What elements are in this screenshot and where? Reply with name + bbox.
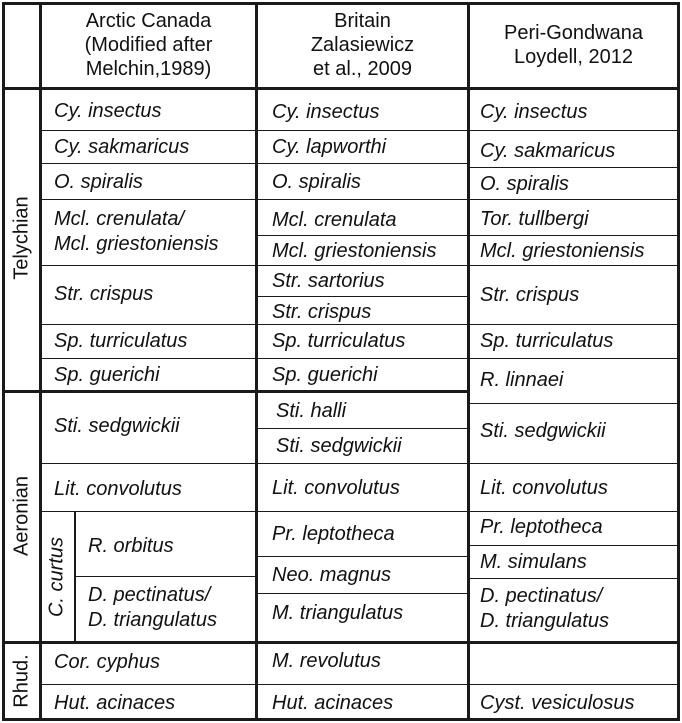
frame-right xyxy=(677,2,680,721)
zone-arctic-sp-guerichi: Sp. guerichi xyxy=(54,364,160,386)
zone-gondwana-pr-leptotheca: Pr. leptotheca xyxy=(480,516,603,538)
header-britain xyxy=(258,9,467,81)
header-gondwana-line-1: Peri-Gondwana xyxy=(504,22,643,44)
rule-gondwana xyxy=(469,324,679,325)
rule-gondwana xyxy=(469,167,679,168)
rule-arctic xyxy=(41,163,256,164)
rule-gondwana xyxy=(469,403,679,404)
rule-britain xyxy=(257,235,468,236)
rule-aeronian-rhuddanian xyxy=(2,641,680,644)
zone-arctic-sp-turriculatus: Sp. turriculatus xyxy=(54,330,188,352)
header-britain-line-3: et al., 2009 xyxy=(313,58,412,80)
rule-britain xyxy=(257,163,468,164)
rule-telychian-aeronian xyxy=(2,390,470,393)
zone-arctic-d-triangulatus: D. triangulatus xyxy=(88,609,217,631)
zone-gondwana-cyst-vesiculosus: Cyst. vesiculosus xyxy=(480,692,635,714)
rule-gondwana xyxy=(469,265,679,266)
rule-britain xyxy=(257,130,468,131)
zone-britain-lit-convolutus: Lit. convolutus xyxy=(272,477,400,499)
zone-gondwana-tor-tullbergi: Tor. tullbergi xyxy=(480,208,589,230)
rule-britain xyxy=(257,428,468,429)
divider-stage xyxy=(39,2,42,721)
header-britain-line-1: Britain xyxy=(334,10,391,32)
zone-britain-hut-acinaces: Hut. acinaces xyxy=(272,692,394,714)
rule-britain xyxy=(257,324,468,325)
rule-header xyxy=(2,87,680,90)
zone-britain-o-spiralis: O. spiralis xyxy=(272,171,361,193)
zone-britain-sp-guerichi: Sp. guerichi xyxy=(272,364,378,386)
rule-arctic xyxy=(41,324,256,325)
zone-arctic-cy-insectus: Cy. insectus xyxy=(54,100,162,122)
header-arctic-line-3: Melchin,1989) xyxy=(85,58,212,80)
rule-gondwana xyxy=(469,578,679,579)
zone-britain-pr-leptotheca: Pr. leptotheca xyxy=(272,523,395,545)
rule-gondwana xyxy=(469,358,679,359)
zone-arctic-o-spiralis: O. spiralis xyxy=(54,171,143,193)
rule-gondwana xyxy=(469,130,679,131)
rule-arctic xyxy=(41,684,256,685)
header-britain-line-2: Zalasiewicz xyxy=(310,34,415,56)
header-arctic-line-1: Arctic Canada xyxy=(85,10,212,32)
rule-gondwana xyxy=(469,199,679,200)
zone-britain-mcl-crenulata: Mcl. crenulata xyxy=(272,209,397,231)
zone-britain-mcl-griestoniensis: Mcl. griestoniensis xyxy=(272,240,437,262)
zone-gondwana-d-triangulatus: D. triangulatus xyxy=(480,610,609,632)
zone-gondwana-r-linnaei: R. linnaei xyxy=(480,369,564,391)
rule-britain xyxy=(257,511,468,512)
zone-gondwana-cy-insectus: Cy. insectus xyxy=(480,101,588,123)
rule-britain xyxy=(257,684,468,685)
zone-britain-m-triangulatus: M. triangulatus xyxy=(272,602,404,624)
rule-arctic xyxy=(41,130,256,131)
zone-arctic-str-crispus: Str. crispus xyxy=(54,283,154,305)
rule-arctic xyxy=(41,511,256,512)
divider-britain-gondwana xyxy=(467,2,470,721)
zone-arctic-cy-sakmaricus: Cy. sakmaricus xyxy=(54,136,190,158)
rule-arctic xyxy=(41,358,256,359)
zone-gondwana-m-simulans: M. simulans xyxy=(480,551,587,573)
frame-top xyxy=(2,2,680,5)
rule-arctic xyxy=(41,265,256,266)
zone-arctic-sti-sedgwickii: Sti. sedgwickii xyxy=(54,415,180,437)
zone-britain-sp-turriculatus: Sp. turriculatus xyxy=(272,330,406,352)
stage-telychian: Telychian xyxy=(10,196,33,280)
header-arctic-line-2: (Modified after xyxy=(84,34,213,56)
rule-britain xyxy=(257,265,468,266)
stage-rhuddanian: Rhud. xyxy=(10,654,33,708)
zone-gondwana-mcl-griestoniensis: Mcl. griestoniensis xyxy=(480,240,645,262)
zone-gondwana-cy-sakmaricus: Cy. sakmaricus xyxy=(480,140,616,162)
zone-gondwana-str-crispus: Str. crispus xyxy=(480,284,580,306)
zone-britain-neo-magnus: Neo. magnus xyxy=(272,564,391,586)
zone-britain-cy-insectus: Cy. insectus xyxy=(272,101,380,123)
rule-britain xyxy=(257,358,468,359)
zone-gondwana-sp-turriculatus: Sp. turriculatus xyxy=(480,330,614,352)
rule-arctic xyxy=(76,576,256,577)
rule-britain xyxy=(257,463,468,464)
zone-britain-str-sartorius: Str. sartorius xyxy=(272,270,385,292)
divider-curtus xyxy=(74,512,76,642)
header-gondwana-line-2: Loydell, 2012 xyxy=(514,46,633,68)
rule-gondwana xyxy=(469,235,679,236)
rule-gondwana xyxy=(469,463,679,464)
divider-arctic-britain xyxy=(255,2,258,721)
zone-britain-cy-lapworthi: Cy. lapworthi xyxy=(272,136,387,158)
header-peri-gondwana xyxy=(470,21,677,69)
zone-gondwana-o-spiralis: O. spiralis xyxy=(480,173,569,195)
zone-britain-sti-sedgwickii: Sti. sedgwickii xyxy=(276,435,402,457)
rule-gondwana xyxy=(469,511,679,512)
zone-arctic-cor-cyphus: Cor. cyphus xyxy=(54,651,160,673)
rule-britain xyxy=(257,199,468,200)
header-arctic-canada xyxy=(42,9,255,81)
zone-gondwana-lit-convolutus: Lit. convolutus xyxy=(480,477,608,499)
zone-britain-str-crispus: Str. crispus xyxy=(272,301,372,323)
zone-arctic-mcl-griestoniensis: Mcl. griestoniensis xyxy=(54,233,219,255)
rule-britain xyxy=(257,593,468,594)
rule-gondwana xyxy=(469,545,679,546)
zone-arctic-d-pectinatus: D. pectinatus/ xyxy=(88,584,211,606)
rule-gondwana xyxy=(469,684,679,685)
zone-arctic-lit-convolutus: Lit. convolutus xyxy=(54,478,182,500)
frame-left xyxy=(2,2,5,721)
zone-britain-m-revolutus: M. revolutus xyxy=(272,650,381,672)
zone-arctic-mcl-crenulata: Mcl. crenulata/ xyxy=(54,208,185,230)
zone-arctic-hut-acinaces: Hut. acinaces xyxy=(54,692,176,714)
rule-britain xyxy=(257,296,468,297)
frame-bottom xyxy=(2,718,680,721)
rule-arctic xyxy=(41,463,256,464)
zone-gondwana-d-pectinatus: D. pectinatus/ xyxy=(480,585,603,607)
zone-gondwana-sti-sedgwickii: Sti. sedgwickii xyxy=(480,420,606,442)
zone-arctic-r-orbitus: R. orbitus xyxy=(88,535,174,557)
zone-britain-sti-halli: Sti. halli xyxy=(276,400,347,422)
rule-arctic xyxy=(41,199,256,200)
subzone-c-curtus: C. curtus xyxy=(45,536,68,618)
stage-aeronian: Aeronian xyxy=(10,475,33,557)
rule-britain xyxy=(257,556,468,557)
